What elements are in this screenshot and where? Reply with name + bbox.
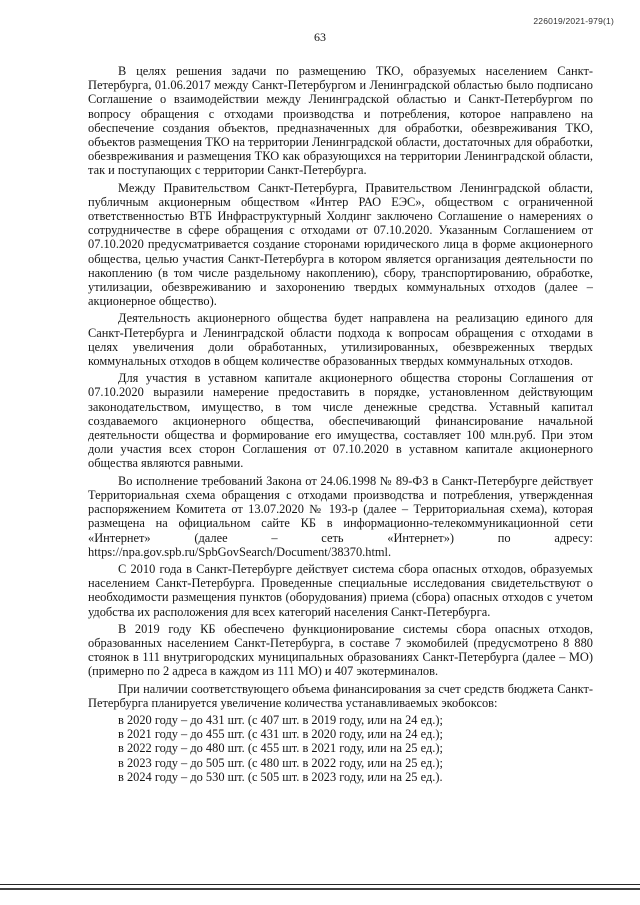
footer-divider-thick bbox=[0, 888, 640, 890]
list-item: в 2023 году – до 505 шт. (с 480 шт. в 2022 году, или на 25 ед.); bbox=[118, 755, 443, 770]
list-item: в 2020 году – до 431 шт. (с 407 шт. в 2019 году, или на 24 ед.); bbox=[118, 712, 443, 727]
footer-divider bbox=[0, 884, 640, 885]
list-item: в 2022 году – до 480 шт. (с 455 шт. в 2021 году, или на 25 ед.); bbox=[118, 741, 443, 756]
paragraph-ecobox-plan: При наличии соответствующего объема финансирования за счет средств бюджета Санкт-Петербурга планируется увеличение количества устанавливаемых экобоксов: bbox=[88, 681, 593, 710]
page-number: 63 bbox=[314, 30, 326, 44]
document-registration-number: 226019/2021-979(1) bbox=[533, 16, 614, 26]
paragraph-intentions-agreement: Между Правительством Санкт-Петербурга, Правительством Ленинградской области, публичным акционерным обществом «Интер РАО ЕЭС», обществом с ограниченной ответственностью ВТБ Инфраструктурный Холдинг заключено Соглашение о намерениях о сотрудничестве в сфере обращения с отходами от 07.10.2020. Указанным Соглашением от 07.10.2020 предусматривается создание сторонами юридического лица в форме акционерного общества, целью участия Санкт-Петербурга в котором является организация деятельности по накоплению (в том числе раздельному накоплению), сбору, транспортированию, обработке, утилизации, обезвреживанию и захоронению твердых коммунальных отходов (далее – акционерное общество). bbox=[88, 180, 593, 309]
list-item: в 2021 году – до 455 шт. (с 431 шт. в 2020 году, или на 24 ед.); bbox=[118, 727, 443, 742]
paragraph-ecomobiles: В 2019 году КБ обеспечено функционирование системы сбора опасных отходов, образованных населением Санкт-Петербурга, в составе 7 экомобилей (предусмотрено 8 880 стоянок в 111 внутригородских муниципальных образованиях Санкт-Петербурга (далее – МО) (примерно по 2 адреса в каждом из 111 МО) и 407 экотерминалов. bbox=[88, 621, 593, 679]
list-item: в 2024 году – до 530 шт. (с 505 шт. в 2023 году, или на 25 ед.). bbox=[118, 769, 443, 784]
paragraph-territorial-scheme: Во исполнение требований Закона от 24.06.1998 № 89-ФЗ в Санкт-Петербурге действует Территориальная схема обращения с отходами производства и потребления, утвержденная распоряжением Комитета от 13.07.2020 № 193-р (далее – Территориальная схема), которая размещена на официальном сайте КБ в информационно-телекоммуникационной сети «Интернет» (далее – сеть «Интернет») по адресу: https://npa.gov.spb.ru/SpbGovSearch/Document/38370.html. bbox=[88, 473, 593, 559]
paragraph-company-activity: Деятельность акционерного общества будет направлена на реализацию единого для Санкт-Петербурга и Ленинградской области подхода к вопросам обращения с отходами в целях увеличения доли обработанных, утилизированных, обезвреженных твердых коммунальных отходов в общем количестве образованных твердых коммунальных отходов. bbox=[88, 311, 593, 369]
paragraph-tko-agreement: В целях решения задачи по размещению ТКО, образуемых населением Санкт-Петербурга, 01.06.2017 между Санкт-Петербургом и Ленинградской областью было подписано Соглашение о взаимодействии между Ленинградской областью и Санкт-Петербургом по вопросу обращения с отходами производства и потребления, которое направлено на обеспечение создания объектов, предназначенных для обработки, обезвреживания ТКО, объектов размещения ТКО на территории Ленинградской области, достаточных для обработки, обезвреживания и размещения ТКО как образующихся на территории Ленинградской области, так и поступающих с территории Санкт-Петербурга. bbox=[88, 64, 593, 178]
paragraph-hazardous-waste-system: С 2010 года в Санкт-Петербурге действует система сбора опасных отходов, образуемых населением Санкт-Петербурга. Проведенные специальные исследования свидетельствуют о необходимости размещения пунктов (оборудования) приема (сбора) опасных отходов с учетом удобства их расположения для всех категорий населения Санкт-Петербурга. bbox=[88, 561, 593, 619]
paragraph-charter-capital: Для участия в уставном капитале акционерного общества стороны Соглашения от 07.10.2020 выразили намерение предоставить в порядке, установленном действующим законодательством, имущество, в том числе денежные средства. Уставный капитал создаваемого акционерного общества, обеспечивающий финансирование начальной деятельности общества и формирование его имущества, составляет 100 млн.руб. При этом доли участия всех сторон Соглашения от 07.10.2020 в уставном капитале акционерного общества являются равными. bbox=[88, 371, 593, 471]
document-body bbox=[88, 64, 593, 784]
ecobox-plan-list bbox=[88, 713, 593, 784]
